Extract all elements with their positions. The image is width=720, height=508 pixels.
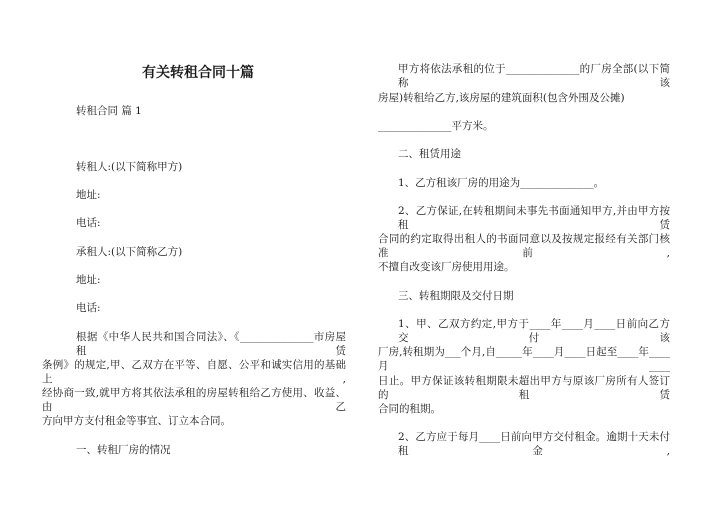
list-item: 1、乙方租该厂房的用途为______________。 — [398, 177, 605, 189]
paragraph-line: 不擅自改变该厂房使用用途。 — [378, 261, 515, 273]
section-heading: 一、转租厂房的情况 — [76, 444, 171, 456]
paragraph-line: 根据《中华人民共和国合同法》、《______________市房屋租赁 — [76, 331, 346, 357]
lessor-phone-label: 电话: — [76, 217, 101, 229]
lessor-address-label: 地址: — [76, 189, 101, 201]
paragraph-line: ______________平方米。 — [378, 120, 494, 132]
contract-subtitle: 转租合同 篇 1 — [76, 105, 142, 117]
paragraph-line: 经协商一致,就甲方将其依法承租的房屋转租给乙方使用、收益、由乙 — [42, 387, 346, 413]
lessee-phone-label: 电话: — [76, 302, 101, 314]
paragraph-line: 方向甲方支付租金等事宜、订立本合同。 — [42, 415, 231, 427]
paragraph-line: 2、乙方保证,在转租期间未事先书面通知甲方,并由甲方按租赁 — [398, 205, 670, 231]
lessee-label: 承租人:(以下简称乙方) — [76, 246, 183, 258]
section-heading: 二、租赁用途 — [398, 148, 461, 160]
paragraph-line: 房屋)转租给乙方,该房屋的建筑面积(包含外围及公摊) — [378, 92, 625, 104]
section-heading: 三、转租期限及交付日期 — [398, 290, 514, 302]
paragraph-line: 合同的租期。 — [378, 403, 441, 415]
lessee-address-label: 地址: — [76, 274, 101, 286]
paragraph-line: 日止。甲方保证该转租期限未超出甲方与原该厂房所有人签订的租赁 — [378, 375, 670, 401]
paragraph-line: 1、甲、乙双方约定,甲方于____年____月____日前向乙方交付该 — [398, 318, 670, 344]
paragraph-line: 厂房,转租期为___个月,自_____年____月____日起至____年____月____ — [378, 346, 670, 372]
document-title: 有关转租合同十篇 — [142, 65, 254, 81]
paragraph-line: 合同的约定取得出租人的书面同意以及按规定报经有关部门核准前, — [378, 233, 670, 259]
paragraph-line: 甲方将依法承租的位于______________的厂房全部(以下简称该 — [398, 63, 670, 89]
paragraph-line: 条例》的规定,甲、乙双方在平等、自愿、公平和诚实信用的基础上, — [42, 359, 346, 385]
lessor-label: 转租人:(以下简称甲方) — [76, 161, 183, 173]
paragraph-line: 2、乙方应于每月____日前向甲方交付租金。逾期十天未付租金, — [398, 431, 670, 457]
